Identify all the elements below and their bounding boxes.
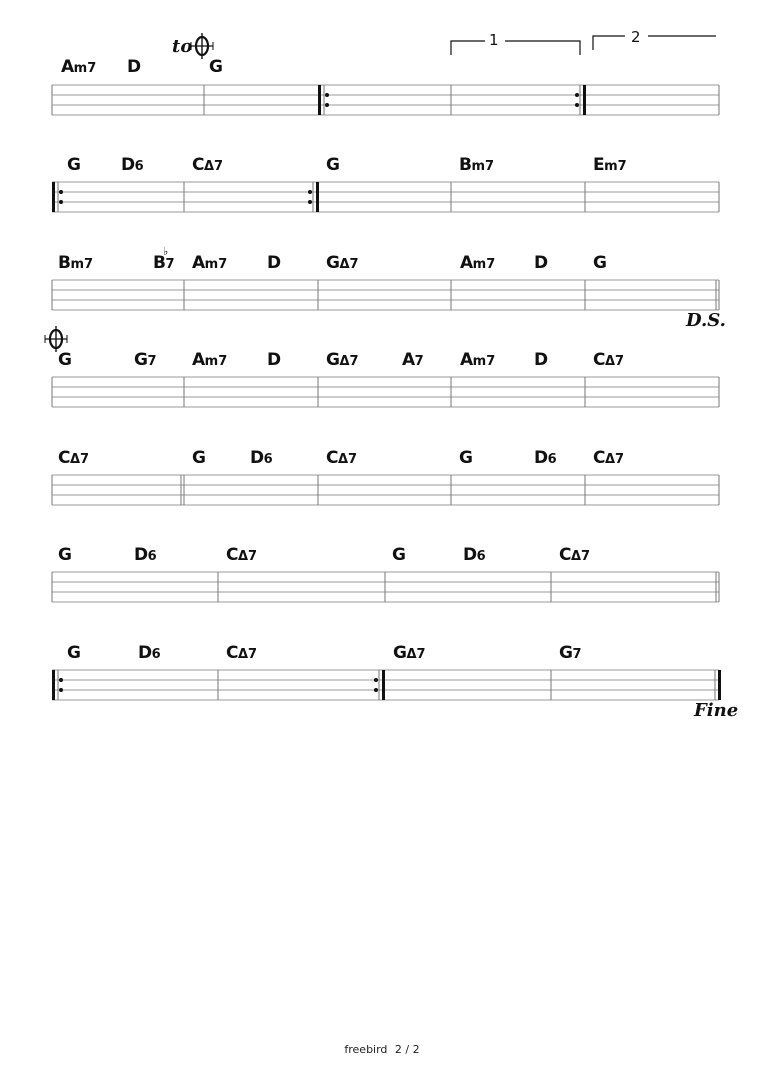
chord-symbol xyxy=(267,352,281,369)
chord-root: G xyxy=(58,350,72,370)
chord-symbol xyxy=(267,255,281,272)
chord-quality: 7 xyxy=(414,354,424,369)
repeat-dot xyxy=(374,688,378,692)
ending-1-number: 1 xyxy=(489,31,499,49)
chord-quality: Δ7 xyxy=(337,452,358,467)
chord-quality: Δ7 xyxy=(604,354,625,369)
chord-root: A xyxy=(192,350,205,370)
ending-2-bracket xyxy=(593,36,625,50)
chord-root: G xyxy=(67,643,81,663)
chord-symbol xyxy=(192,450,205,467)
repeat-dot xyxy=(308,200,312,204)
chord-quality: Δ7 xyxy=(406,647,426,662)
chord-symbol xyxy=(127,59,141,76)
ds-marking: D.S. xyxy=(686,310,726,331)
chord-root: D xyxy=(534,253,548,273)
chord-symbol xyxy=(226,645,257,662)
chord-symbol xyxy=(58,547,71,564)
chord-quality: Δ7 xyxy=(604,452,625,467)
chord-root: A xyxy=(192,253,205,273)
chord-root: G xyxy=(459,448,473,468)
chord-quality: 7 xyxy=(165,257,175,272)
chord-symbol xyxy=(326,450,357,467)
repeat-dot xyxy=(308,190,312,194)
chord-symbol xyxy=(67,645,80,662)
chord-root: C xyxy=(326,448,338,468)
footer-title: freebird xyxy=(344,1043,388,1056)
repeat-start-bar xyxy=(318,85,321,115)
chord-symbol xyxy=(559,645,582,662)
chord-symbol xyxy=(392,547,405,564)
repeat-dot xyxy=(59,678,63,682)
chord-symbol xyxy=(138,645,161,662)
chord-root: G xyxy=(58,545,72,565)
repeat-dot xyxy=(325,103,329,107)
chord-symbol xyxy=(326,157,339,174)
chord-quality: m7 xyxy=(472,257,496,272)
chord-quality: m7 xyxy=(73,61,97,76)
chord-root: C xyxy=(593,350,605,370)
chord-symbol xyxy=(58,255,93,272)
chord-root: G xyxy=(209,57,223,77)
final-barline xyxy=(718,670,721,700)
chord-quality: 6 xyxy=(263,452,273,467)
chord-symbol xyxy=(559,547,590,564)
chord-symbol xyxy=(192,157,223,174)
fine-marking: Fine xyxy=(694,700,739,721)
chord-root: G xyxy=(593,253,607,273)
repeat-start-bar xyxy=(52,670,55,700)
chord-quality: Δ7 xyxy=(237,549,258,564)
chord-symbol xyxy=(460,255,495,272)
chord-quality: 6 xyxy=(151,647,161,662)
chord-quality: 6 xyxy=(134,159,144,174)
repeat-dot xyxy=(575,93,579,97)
chord-root: D xyxy=(267,253,281,273)
chord-quality: m7 xyxy=(204,354,228,369)
chord-root: D xyxy=(134,545,148,565)
chord-symbol xyxy=(593,255,606,272)
chord-quality: m7 xyxy=(471,159,495,174)
chord-root: D xyxy=(121,155,135,175)
ending-1-bracket xyxy=(505,41,580,55)
chord-root: G xyxy=(134,350,148,370)
chord-quality: Δ7 xyxy=(339,257,359,272)
chord-root: B xyxy=(58,253,71,273)
chord-root: D xyxy=(463,545,477,565)
repeat-start-bar xyxy=(52,182,55,212)
footer-page-number: 2 / 2 xyxy=(394,1043,420,1056)
chord-symbol xyxy=(192,352,227,369)
chord-root: C xyxy=(192,155,204,175)
to-coda-text: to xyxy=(172,36,193,57)
chord-root: B xyxy=(459,155,472,175)
chord-root: G xyxy=(393,643,407,663)
chord-root: G xyxy=(326,155,340,175)
chord-quality: Δ7 xyxy=(570,549,591,564)
chord-root: B xyxy=(153,253,166,273)
chord-root: G xyxy=(326,350,340,370)
chord-quality: 6 xyxy=(476,549,486,564)
chord-symbol xyxy=(402,352,424,369)
chord-quality: m7 xyxy=(472,354,496,369)
chord-root: D xyxy=(250,448,264,468)
chord-symbol xyxy=(58,450,89,467)
chord-symbol xyxy=(58,352,71,369)
chord-root: G xyxy=(67,155,81,175)
chord-root: D xyxy=(534,350,548,370)
chord-symbol xyxy=(460,352,495,369)
chord-root: C xyxy=(226,643,238,663)
repeat-dot xyxy=(59,688,63,692)
chord-root: D xyxy=(127,57,141,77)
chord-symbol xyxy=(393,645,426,662)
chord-symbol xyxy=(121,157,144,174)
chord-root: G xyxy=(326,253,340,273)
flat-accidental: ♭ xyxy=(163,245,168,258)
chord-symbol xyxy=(134,352,157,369)
repeat-end-bar xyxy=(316,182,319,212)
chord-symbol xyxy=(67,157,80,174)
chord-root: A xyxy=(460,350,473,370)
chord-quality: Δ7 xyxy=(237,647,258,662)
repeat-dot xyxy=(325,93,329,97)
chord-root: G xyxy=(559,643,573,663)
chord-root: C xyxy=(559,545,571,565)
chord-quality: m7 xyxy=(204,257,228,272)
ending-2-number: 2 xyxy=(631,28,641,46)
chord-quality: Δ7 xyxy=(69,452,90,467)
chord-symbol xyxy=(459,450,472,467)
chord-quality: 6 xyxy=(147,549,157,564)
chord-quality: Δ7 xyxy=(339,354,359,369)
chord-symbol xyxy=(534,352,548,369)
repeat-dot xyxy=(575,103,579,107)
chord-quality: m7 xyxy=(70,257,94,272)
chord-symbol xyxy=(226,547,257,564)
chord-root: E xyxy=(593,155,605,175)
page-footer xyxy=(0,1043,764,1056)
chord-root: A xyxy=(402,350,415,370)
chord-root: D xyxy=(534,448,548,468)
chord-symbol xyxy=(250,450,273,467)
chord-symbol xyxy=(593,352,624,369)
chord-symbol xyxy=(593,450,624,467)
chord-root: C xyxy=(226,545,238,565)
chord-root: D xyxy=(138,643,152,663)
chord-root: A xyxy=(460,253,473,273)
chord-symbol xyxy=(534,255,548,272)
chord-root: G xyxy=(192,448,206,468)
chord-symbol xyxy=(463,547,486,564)
chord-symbol xyxy=(192,255,227,272)
chord-quality: m7 xyxy=(604,159,627,174)
chord-symbol xyxy=(534,450,557,467)
chord-root: C xyxy=(58,448,70,468)
chord-quality: 7 xyxy=(572,647,582,662)
chord-symbol xyxy=(326,255,359,272)
chord-root: G xyxy=(392,545,406,565)
chord-root: A xyxy=(61,57,74,77)
chord-root: C xyxy=(593,448,605,468)
repeat-dot xyxy=(59,190,63,194)
chord-root: D xyxy=(267,350,281,370)
chord-symbol xyxy=(153,245,175,273)
chord-symbol xyxy=(326,352,359,369)
chord-quality: 6 xyxy=(547,452,557,467)
chord-symbol xyxy=(209,59,222,76)
chord-symbol xyxy=(593,157,627,174)
chord-symbol xyxy=(134,547,157,564)
chord-quality: Δ7 xyxy=(203,159,224,174)
repeat-end-bar xyxy=(583,85,586,115)
repeat-end-bar xyxy=(382,670,385,700)
chord-quality: 7 xyxy=(147,354,157,369)
repeat-dot xyxy=(59,200,63,204)
ending-1-bracket xyxy=(451,41,485,55)
chord-symbol xyxy=(61,59,96,76)
chord-symbol xyxy=(459,157,494,174)
repeat-dot xyxy=(374,678,378,682)
